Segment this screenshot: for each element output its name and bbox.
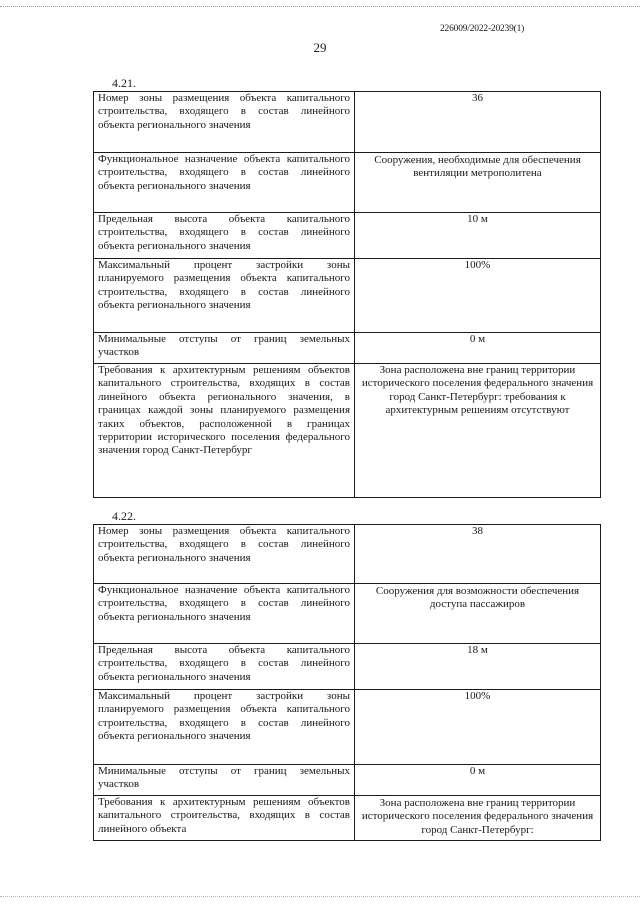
row-value: 10 м (355, 213, 601, 259)
row-label: Максимальный процент застройки зоны планируемого размещения объекта капитального строительства, входящего в состав линейного объекта регионального значения (94, 259, 355, 333)
row-label: Максимальный процент застройки зоны планируемого размещения объекта капитального строительства, входящего в состав линейного объекта регионального значения (94, 690, 355, 765)
table-row (94, 153, 601, 213)
row-value: 38 (355, 525, 601, 584)
section-label-4-22: 4.22. (112, 509, 136, 523)
row-value: 18 м (355, 644, 601, 690)
row-label: Требования к архитектурным решениям объектов капитального строительства, входящих в состав линейного объекта (94, 796, 355, 841)
row-value: 0 м (355, 333, 601, 364)
row-value: 0 м (355, 765, 601, 796)
table-row (94, 796, 601, 841)
zone-table-4-21 (93, 91, 601, 498)
row-label: Минимальные отступы от границ земельных участков (94, 765, 355, 796)
row-value: Зона расположена вне границ территории исторического поселения федерального значения город Санкт-Петербург: требования к архитектурным решениям отсутствуют (355, 364, 601, 498)
table-row (94, 765, 601, 796)
table-row (94, 690, 601, 765)
document-number: 226009/2022-20239(1) (440, 24, 525, 34)
row-label: Минимальные отступы от границ земельных участков (94, 333, 355, 364)
row-value: Сооружения для возможности обеспечения доступа пассажиров (355, 584, 601, 644)
row-label: Требования к архитектурным решениям объектов капитального строительства, входящих в состав линейного объекта регионального значения, в границах каждой зоны планируемого размещения таких объектов, расположенной в границах территории исторического поселения федерального значения город Санкт-Петербург (94, 364, 355, 498)
table-row (94, 92, 601, 153)
row-label: Функциональное назначение объекта капитального строительства, входящего в состав линейного объекта регионального значения (94, 153, 355, 213)
table-row (94, 364, 601, 498)
table-row (94, 333, 601, 364)
row-value: 36 (355, 92, 601, 153)
row-label: Предельная высота объекта капитального строительства, входящего в состав линейного объекта регионального значения (94, 213, 355, 259)
row-label: Предельная высота объекта капитального строительства, входящего в состав линейного объекта регионального значения (94, 644, 355, 690)
row-value: 100% (355, 259, 601, 333)
section-label-4-21: 4.21. (112, 76, 136, 90)
scan-edge-top (0, 0, 640, 7)
table-row (94, 213, 601, 259)
table-row (94, 525, 601, 584)
zone-table-4-22 (93, 524, 601, 841)
table-row (94, 584, 601, 644)
row-label: Номер зоны размещения объекта капитального строительства, входящего в состав линейного объекта регионального значения (94, 92, 355, 153)
table-row (94, 259, 601, 333)
row-label: Номер зоны размещения объекта капитального строительства, входящего в состав линейного объекта регионального значения (94, 525, 355, 584)
row-value: Сооружения, необходимые для обеспечения вентиляции метрополитена (355, 153, 601, 213)
page-number: 29 (313, 40, 327, 55)
row-value: 100% (355, 690, 601, 765)
table-row (94, 644, 601, 690)
row-label: Функциональное назначение объекта капитального строительства, входящего в состав линейного объекта регионального значения (94, 584, 355, 644)
row-value: Зона расположена вне границ территории исторического поселения федерального значения город Санкт-Петербург: (355, 796, 601, 841)
